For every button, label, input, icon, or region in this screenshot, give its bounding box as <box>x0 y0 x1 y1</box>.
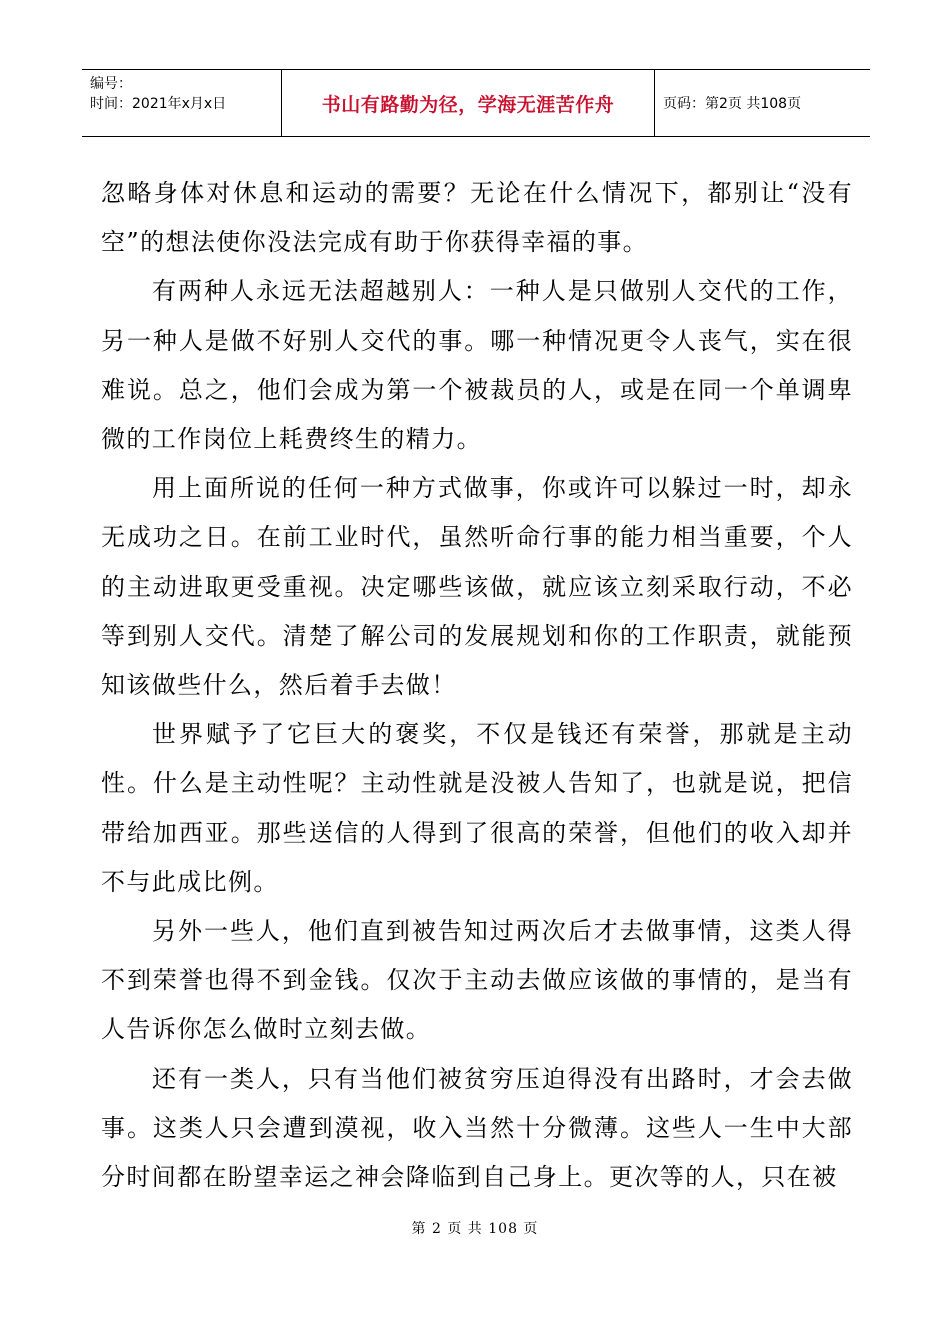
document-number-label: 编号： <box>90 76 132 92</box>
header-info-cell <box>82 70 282 136</box>
paragraph: 忽略身体对休息和运动的需要？无论在什么情况下，都别让“没有空”的想法使你没法完成有助于你获得幸福的事。 <box>101 179 853 257</box>
paragraph: 有两种人永远无法超越别人：一种人是只做别人交代的工作，另一种人是做不好别人交代的事。哪一种情况更令人丧气，实在很难说。总之，他们会成为第一个被裁员的人，或是在同一个单调卑微的工作岗位上耗费终生的精力。 <box>101 277 853 454</box>
header-motto: 书山有路勤为径，学海无涯苦作舟 <box>282 70 655 136</box>
page-header-table <box>82 69 870 137</box>
page-footer: 第 2 页 共 108 页 <box>411 1221 539 1237</box>
paragraph: 用上面所说的任何一种方式做事，你或许可以躲过一时，却永无成功之日。在前工业时代，虽然听命行事的能力相当重要，个人的主动进取更受重视。决定哪些该做，就应该立刻采取行动，不必等到别人交代。清楚了解公司的发展规划和你的工作职责，就能预知该做些什么，然后着手去做！ <box>101 474 853 700</box>
paragraph: 世界赋予了它巨大的褒奖，不仅是钱还有荣誉，那就是主动性。什么是主动性呢？主动性就是没被人告知了，也就是说，把信带给加西亚。那些送信的人得到了很高的荣誉，但他们的收入却并不与此成比例。 <box>101 720 853 896</box>
document-body <box>101 169 853 1202</box>
paragraph: 另外一些人，他们直到被告知过两次后才去做事情，这类人得不到荣誉也得不到金钱。仅次于主动去做应该做的事情的，是当有人告诉你怎么做时立刻去做。 <box>101 917 853 1044</box>
paragraph: 还有一类人，只有当他们被贫穷压迫得没有出路时，才会去做事。这类人只会遭到漠视，收入当然十分微薄。这些人一生中大部分时间都在盼望幸运之神会降临到自己身上。更次等的人，只在被 <box>101 1064 853 1192</box>
document-date-label: 时间：2021年x月x日 <box>90 96 227 112</box>
header-page-label: 页码：第2页 共108页 <box>663 96 802 112</box>
